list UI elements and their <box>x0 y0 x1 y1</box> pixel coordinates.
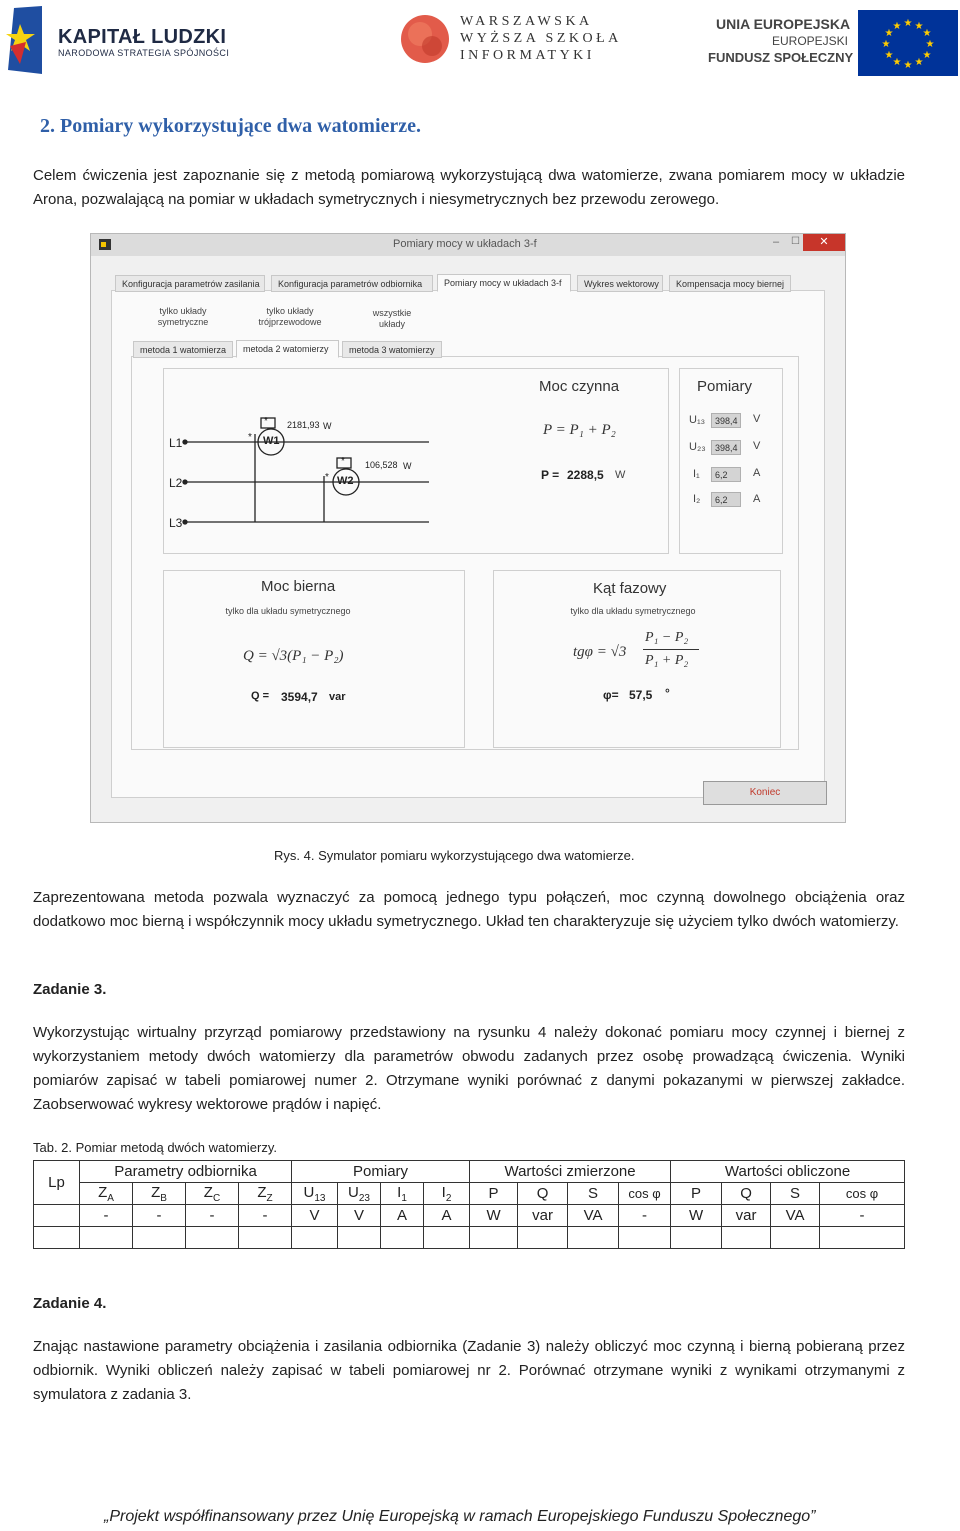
active-power-unit: W <box>615 469 626 481</box>
minimize-icon[interactable]: – <box>773 236 780 248</box>
w1-label: W1 <box>263 435 280 447</box>
reactive-power-label: Q = <box>251 690 270 702</box>
meas-i1-label: I₁ <box>693 468 700 480</box>
unit-cell: - <box>619 1205 671 1227</box>
svg-text:★: ★ <box>903 18 913 29</box>
close-icon[interactable]: ✕ <box>803 234 845 251</box>
meas-i1-value: 6,2 <box>711 467 741 482</box>
group-zmierzone: Wartości zmierzone <box>470 1161 671 1183</box>
tab-zasilanie[interactable]: Konfiguracja parametrów zasilania <box>115 275 265 292</box>
table-empty-row <box>34 1227 905 1249</box>
note-wszystkie: wszystkie układy <box>372 308 412 329</box>
w1-unit: W <box>323 421 332 431</box>
wwsi-line2: WYŻSZA SZKOŁA <box>460 31 622 46</box>
empty-cell[interactable] <box>771 1227 820 1249</box>
fraction-bar <box>643 649 699 650</box>
unit-cell: - <box>186 1205 239 1227</box>
empty-cell[interactable] <box>239 1227 292 1249</box>
col-p-calc: P <box>671 1183 722 1205</box>
unit-lp <box>34 1205 80 1227</box>
unit-cell: W <box>671 1205 722 1227</box>
col-u13: $U_{13}$ <box>292 1183 338 1205</box>
col-zz: $Z_Z$ <box>239 1183 292 1205</box>
w2-star-current: * <box>325 472 329 483</box>
koniec-button[interactable]: Koniec <box>703 781 827 805</box>
w2-unit: W <box>403 461 412 471</box>
svg-text:★: ★ <box>892 21 902 32</box>
phase-angle-formula-lhs: tgφ = √3 <box>573 644 627 660</box>
active-power-value: 2288,5 <box>567 468 604 482</box>
empty-cell[interactable] <box>722 1227 771 1249</box>
measurements-panel <box>679 368 783 554</box>
simulator-window <box>90 233 846 823</box>
meas-u13-label: U₁₃ <box>689 414 706 426</box>
col-q-calc: Q <box>722 1183 771 1205</box>
phase-angle-label: φ= <box>603 688 619 702</box>
tab-odbiornik[interactable]: Konfiguracja parametrów odbiornika <box>271 275 433 292</box>
phase-angle-note: tylko dla układu symetrycznego <box>570 606 696 616</box>
col-zb: $Z_B$ <box>133 1183 186 1205</box>
col-s-calc: S <box>771 1183 820 1205</box>
col-i2: $I_2$ <box>424 1183 470 1205</box>
empty-cell[interactable] <box>671 1227 722 1249</box>
empty-cell[interactable] <box>292 1227 338 1249</box>
empty-cell[interactable] <box>186 1227 239 1249</box>
empty-cell[interactable] <box>80 1227 133 1249</box>
meas-u13-unit: V <box>753 413 761 425</box>
empty-cell[interactable] <box>470 1227 518 1249</box>
phase-angle-value: 57,5 <box>629 688 653 702</box>
measurement-table <box>33 1160 905 1249</box>
unit-cell: VA <box>771 1205 820 1227</box>
table-header-row <box>34 1161 905 1183</box>
intro-paragraph: Celem ćwiczenia jest zapoznanie się z metodą pomiarową wykorzystującą dwa watomierze, zwana pomiarem mocy w układzie Arona, pozwalającą na pomiar w układach symetrycznych i niesymetrycznych bez przewodu zerowego. <box>33 167 905 208</box>
phase-angle-title: Kąt fazowy <box>593 580 667 597</box>
task4-text: Znając nastawione parametry obciążenia i zasilania odbiornika (Zadanie 3) należy obliczyć moc czynną i bierną pobieraną przez odbiornik. Wyniki obliczeń należy zapisać w tabeli pomiarowej nr 2. Porównać otrzymane wyniki z wynikami otrzymanymi z symulatora z zadania 3. <box>33 1338 905 1403</box>
unit-cell: - <box>820 1205 905 1227</box>
kapital-ludzki-logo-icon <box>6 6 42 74</box>
svg-text:★: ★ <box>884 50 894 61</box>
section-heading: 2. Pomiary wykorzystujące dwa watomierze. <box>40 115 422 137</box>
unit-cell: VA <box>568 1205 619 1227</box>
col-u23: $U_{23}$ <box>338 1183 381 1205</box>
paragraph-2: Zaprezentowana metoda pozwala wyznaczyć za pomocą jednego typu połączeń, moc czynną dowolnego obciążenia oraz dodatkowo moc bierną i współczynnik mocy układu symetrycznego. Układ ten charakteryzuje się użyciem tylko dwóch watomierzy. <box>33 889 905 930</box>
subtab-metoda2[interactable]: metoda 2 watomierzy <box>236 340 339 358</box>
window-titlebar <box>91 234 845 256</box>
svg-text:★: ★ <box>922 28 932 39</box>
svg-text:★: ★ <box>903 60 913 71</box>
reactive-power-value: 3594,7 <box>281 690 318 704</box>
svg-text:★: ★ <box>881 39 891 50</box>
unit-cell: A <box>424 1205 470 1227</box>
empty-cell[interactable] <box>338 1227 381 1249</box>
empty-cell[interactable] <box>568 1227 619 1249</box>
line-l1-label: L1 <box>169 436 183 450</box>
w2-reading: 106,528 <box>365 460 398 470</box>
col-zc: $Z_C$ <box>186 1183 239 1205</box>
note-trojprzewodowe: tylko układy trójprzewodowe <box>258 306 322 327</box>
meas-u23-label: U₂₃ <box>689 441 706 453</box>
svg-text:★: ★ <box>884 28 894 39</box>
line-l2-label: L2 <box>169 476 183 490</box>
figure-caption: Rys. 4. Symulator pomiaru wykorzystującego dwa watomierze. <box>274 848 635 863</box>
svg-text:★: ★ <box>922 50 932 61</box>
meas-i2-unit: A <box>753 493 761 505</box>
group-obliczone: Wartości obliczone <box>671 1161 905 1183</box>
empty-cell[interactable] <box>424 1227 470 1249</box>
meas-u23-value: 398,4 <box>711 440 741 455</box>
reactive-power-title: Moc bierna <box>261 578 336 595</box>
svg-text:★: ★ <box>914 21 924 32</box>
reactive-power-formula: Q = √3(P₁ − P₂) <box>243 648 344 664</box>
empty-cell[interactable] <box>820 1227 905 1249</box>
svg-text:★: ★ <box>914 57 924 68</box>
kapital-ludzki-subtitle: NARODOWA STRATEGIA SPÓJNOŚCI <box>58 48 230 58</box>
empty-cell[interactable] <box>619 1227 671 1249</box>
unit-cell: A <box>381 1205 424 1227</box>
w2-star: * <box>341 456 345 467</box>
active-power-formula: P = P₁ + P₂ <box>543 422 616 438</box>
phase-angle-unit: ° <box>665 686 670 700</box>
group-parametry: Parametry odbiornika <box>80 1161 292 1183</box>
col-p-meas: P <box>470 1183 518 1205</box>
subtab-metoda1[interactable]: metoda 1 watomierza <box>133 341 233 358</box>
active-power-title: Moc czynna <box>539 378 620 395</box>
unit-cell: V <box>338 1205 381 1227</box>
unit-cell: V <box>292 1205 338 1227</box>
meas-u13-value: 398,4 <box>711 413 741 428</box>
tab-pomiary[interactable]: Pomiary mocy w układach 3-f <box>437 274 571 292</box>
app-icon <box>99 239 111 250</box>
svg-text:★: ★ <box>925 39 935 50</box>
task3-text: Wykorzystując wirtualny przyrząd pomiarowy przedstawiony na rysunku 4 należy dokonać pomiaru mocy czynnej i biernej z wykorzystaniem metody dwóch watomierzy dla parametrów obwodu zadanych przez osobę prowadzącą ćwiczenia. Wyniki pomiarów zapisać w tabeli pomiarowej numer 2. Otrzymane wyniki porównać z danymi pokazanymi w pierwszej zakładce. Zaobserwować wykresy wektorowe prądów i napięć. <box>33 1024 905 1113</box>
table-column-row <box>34 1183 905 1205</box>
w1-reading: 2181,93 <box>287 420 320 430</box>
footer-text: „Projekt współfinansowany przez Unię Europejską w ramach Europejskiego Funduszu Społecznego” <box>104 1508 816 1525</box>
col-za: $Z_A$ <box>80 1183 133 1205</box>
col-s-meas: S <box>568 1183 619 1205</box>
empty-cell[interactable] <box>133 1227 186 1249</box>
ue-line2: EUROPEJSKI <box>772 34 849 48</box>
task3-title: Zadanie 3. <box>33 981 107 998</box>
unit-cell: - <box>239 1205 292 1227</box>
eu-flag-icon <box>858 10 958 76</box>
maximize-icon[interactable]: ☐ <box>791 236 800 247</box>
col-i1: $I_1$ <box>381 1183 424 1205</box>
col-cos-meas: cos φ <box>619 1183 671 1205</box>
task4-title: Zadanie 4. <box>33 1295 107 1312</box>
active-power-label: P = <box>541 468 560 482</box>
reactive-power-unit: var <box>329 691 346 703</box>
kapital-ludzki-title: KAPITAŁ LUDZKI <box>58 26 227 48</box>
measurements-title: Pomiary <box>697 378 753 395</box>
circuit-diagram <box>163 368 669 554</box>
svg-text:★: ★ <box>892 57 902 68</box>
w1-star: * <box>264 416 268 427</box>
meas-u23-unit: V <box>753 440 761 452</box>
phase-angle-formula-num: P₁ − P₂ <box>645 630 689 645</box>
wwsi-line3: INFORMATYKI <box>460 48 595 63</box>
wwsi-line1: WARSZAWSKA <box>460 14 593 29</box>
w1-star-current: * <box>248 432 252 443</box>
wwsi-logo-icon <box>400 14 450 64</box>
empty-cell[interactable] <box>518 1227 568 1249</box>
unit-cell: var <box>518 1205 568 1227</box>
col-cos-calc: cos φ <box>820 1183 905 1205</box>
meas-i2-label: I₂ <box>693 493 701 505</box>
reactive-power-note: tylko dla układu symetrycznego <box>225 606 351 616</box>
col-q-meas: Q <box>518 1183 568 1205</box>
group-pomiary: Pomiary <box>292 1161 470 1183</box>
phase-angle-formula-den: P₁ + P₂ <box>645 653 689 668</box>
ue-line3: FUNDUSZ SPOŁECZNY <box>708 50 854 65</box>
meas-i1-unit: A <box>753 467 761 479</box>
subtab-metoda3[interactable]: metoda 3 watomierzy <box>342 341 442 358</box>
meas-i2-value: 6,2 <box>711 492 741 507</box>
table-units-row <box>34 1205 905 1227</box>
unit-cell: W <box>470 1205 518 1227</box>
empty-cell[interactable] <box>34 1227 80 1249</box>
window-title: Pomiary mocy w układach 3-f <box>393 238 537 250</box>
lp-header: Lp <box>34 1161 80 1205</box>
unit-cell: - <box>133 1205 186 1227</box>
note-symetryczne: tylko układy symetryczne <box>157 306 209 327</box>
tab-wykres[interactable]: Wykres wektorowy <box>577 275 663 292</box>
unit-cell: - <box>80 1205 133 1227</box>
empty-cell[interactable] <box>381 1227 424 1249</box>
line-l3-label: L3 <box>169 516 183 530</box>
tab-kompensacja[interactable]: Kompensacja mocy biernej <box>669 275 791 292</box>
ue-line1: UNIA EUROPEJSKA <box>716 16 851 32</box>
table-caption: Tab. 2. Pomiar metodą dwóch watomierzy. <box>33 1140 277 1155</box>
unit-cell: var <box>722 1205 771 1227</box>
w2-label: W2 <box>337 475 354 487</box>
